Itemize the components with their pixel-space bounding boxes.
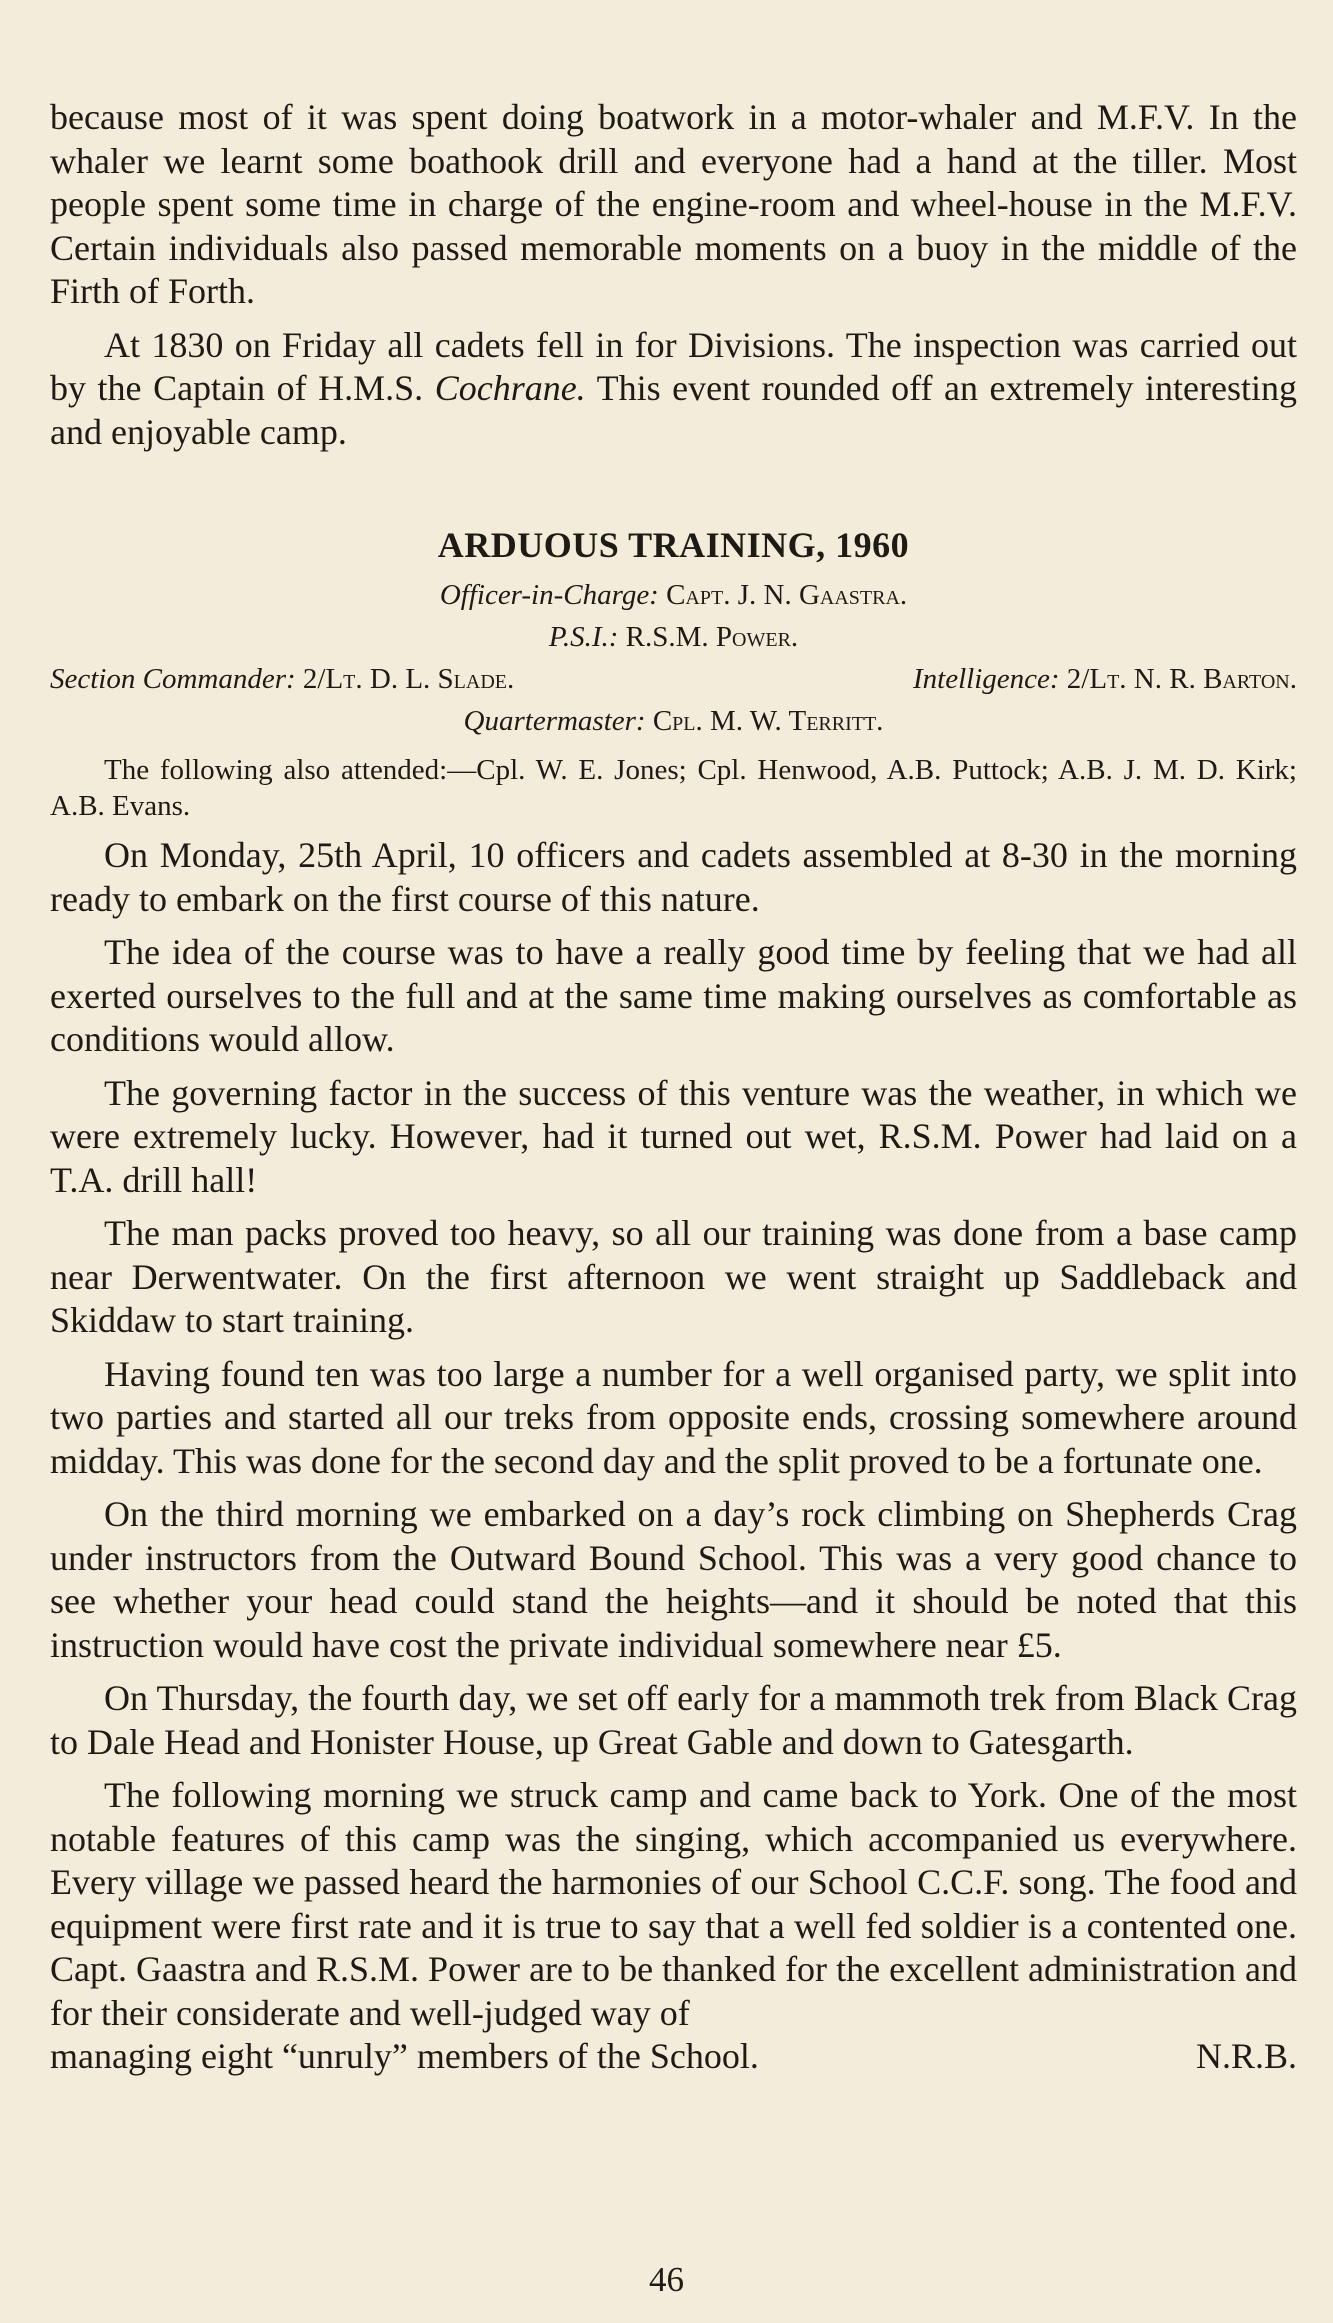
staff-section-and-intel <box>50 658 1297 700</box>
divisions-paragraph <box>50 324 1297 455</box>
page-number: 46 <box>649 2260 684 2299</box>
staff-quartermaster <box>50 700 1297 742</box>
attendees-paragraph: The following also attended:—Cpl. W. E. Jones; Cpl. Henwood, A.B. Puttock; A.B. J. M. D. Kirk; A.B. Evans. <box>50 754 1297 822</box>
staff-role: Quartermaster: <box>463 705 646 737</box>
staff-role: Section Commander: <box>50 663 296 695</box>
body-paragraph: The idea of the course was to have a really good time by feeling that we had all exerted ourselves to the full and at the same time making ourselves as comfortable as conditions would allow. <box>50 932 1297 1059</box>
final-line <box>50 2035 1297 2079</box>
staff-officer-in-charge <box>50 574 1297 616</box>
staff-name: Capt. J. N. Gaastra. <box>666 579 908 611</box>
divisions-text-end: This event rounded off an extremely interesting and enjoyable camp. <box>50 368 1297 452</box>
staff-name: Cpl. M. W. Territt. <box>652 705 884 737</box>
staff-role: P.S.I.: <box>548 621 619 653</box>
body-paragraph: The man packs proved too heavy, so all our training was done from a base camp near Derwentwater. On the first afternoon we went straight up Saddleback and Skiddaw to start training. <box>50 1213 1297 1340</box>
staff-role: Intelligence: <box>913 663 1060 695</box>
staff-section-commander <box>50 658 514 700</box>
staff-role: Officer-in-Charge: <box>439 579 659 611</box>
staff-name: 2/Lt. N. R. Barton. <box>1066 663 1297 695</box>
staff-name: R.S.M. Power. <box>625 621 799 653</box>
body-paragraph: On Thursday, the fourth day, we set off early for a mammoth trek from Black Crag to Dale Head and Honister House, up Great Gable and down to Gatesgarth. <box>50 1678 1297 1762</box>
staff-name: 2/Lt. D. L. Slade. <box>302 663 515 695</box>
final-line-text: managing eight “unruly” members of the School. <box>50 2036 759 2076</box>
body-paragraph: Having found ten was too large a number for a well organised party, we split into two parties and started all our treks from opposite ends, crossing somewhere around midday. This was done for the second day and the split proved to be a fortunate one. <box>50 1353 1297 1481</box>
continuation-paragraph: because most of it was spent doing boatwork in a motor-whaler and M.F.V. In the whaler we learnt some boathook drill and everyone had a hand at the tiller. Most people spent some time in charge of the engine-room and wheel-house in the M.F.V. Certain individuals also passed memorable moments on a buoy in the middle of the Firth of Forth. <box>50 97 1297 311</box>
article-title: ARDUOUS TRAINING, 1960 <box>437 525 910 565</box>
ship-name: Cochrane. <box>434 368 586 408</box>
body-paragraph: On the third morning we embarked on a day’s rock climbing on Shepherds Crag under instructors from the Outward Bound School. This was a very good chance to see whether your head could stand the heights—and it should be noted that this instruction would have cost the private individual somewhere near £5. <box>50 1494 1297 1665</box>
author-signature: N.R.B. <box>1195 2036 1297 2076</box>
staff-intelligence <box>913 658 1297 700</box>
staff-psi <box>50 616 1297 658</box>
final-paragraph: The following morning we struck camp and came back to York. One of the most notable features of this camp was the singing, which accompanied us everywhere. Every village we passed heard the harmonies of our School C.C.F. song. The food and equipment were first rate and it is true to say that a well fed soldier is a contented one. Capt. Gaastra and R.S.M. Power are to be thanked for the excellent administration and for their considerate and well-judged way of <box>50 1775 1297 2033</box>
body-paragraph: On Monday, 25th April, 10 officers and cadets assembled at 8-30 in the morning ready to embark on the first course of this nature. <box>50 835 1297 919</box>
body-paragraph: The governing factor in the success of this venture was the weather, in which we were extremely lucky. However, had it turned out wet, R.S.M. Power had laid on a T.A. drill hall! <box>50 1072 1297 1200</box>
divisions-text-start: At 1830 on Friday all cadets fell in for Divisions. The inspection was carried out by the Captain of H.M.S. <box>50 324 1297 408</box>
